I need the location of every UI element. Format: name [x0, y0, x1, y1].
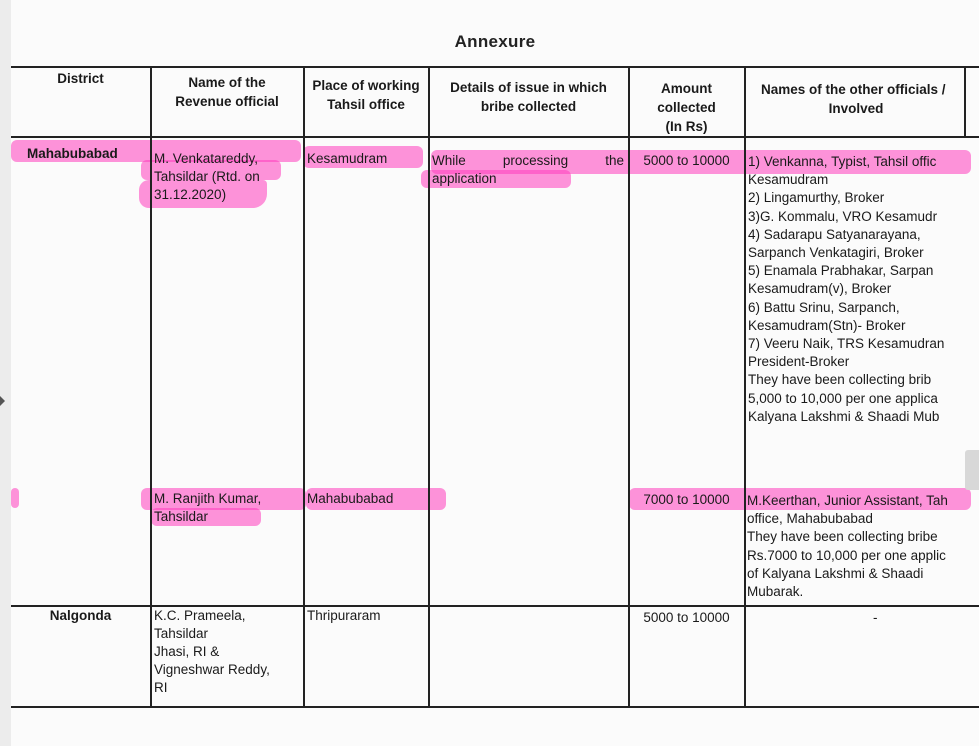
- header-place-line1: Place of working: [312, 78, 420, 93]
- highlight-mark: [11, 488, 19, 508]
- official-line: 7) Veeru Naik, TRS Kesamudran: [748, 336, 945, 352]
- official-line: 1) Venkanna, Typist, Tahsil offic: [748, 154, 937, 169]
- official-line: Sarpanch Venkatagiri, Broker: [748, 245, 924, 261]
- official-line: 3)G. Kommalu, VRO Kesamudr: [748, 208, 938, 224]
- row1-other-officials: [748, 153, 944, 426]
- row3-place: Thripuraram: [307, 608, 381, 623]
- header-district: District: [57, 71, 104, 86]
- official-line: 6) Battu Srinu, Sarpanch,: [748, 299, 900, 315]
- official-line: They have been collecting bribe: [747, 529, 938, 545]
- row3-name-line2: Tahsildar: [154, 626, 209, 641]
- table-header-divider: [11, 136, 979, 138]
- row1-place: Kesamudram: [307, 151, 388, 166]
- official-line: 5,000 to 10,000 per one applica: [748, 390, 938, 406]
- table-column-divider: [150, 66, 152, 707]
- official-line: 2) Lingamurthy, Broker: [748, 190, 885, 206]
- header-amount-line1: Amount: [661, 81, 712, 96]
- official-line: Kalyana Lakshmi & Shaadi Mub: [748, 408, 940, 424]
- table-border-top: [11, 66, 979, 68]
- table-column-divider: [744, 66, 746, 707]
- row1-name-line2: Tahsildar (Rtd. on: [154, 169, 260, 184]
- row1-details-word: the: [605, 153, 624, 168]
- header-others-line1: Names of the other officials /: [761, 82, 946, 97]
- official-line: President-Broker: [748, 354, 850, 370]
- row1-details-word: processing: [502, 153, 569, 168]
- scroll-handle[interactable]: [965, 450, 979, 490]
- table-border-bottom: [11, 706, 979, 708]
- official-line: M.Keerthan, Junior Assistant, Tah: [747, 493, 948, 508]
- row2-name-line2: Tahsildar: [154, 509, 209, 524]
- row3-name-line3: Jhasi, RI &: [154, 644, 220, 659]
- row3-amount: 5000 to 10000: [643, 610, 730, 625]
- row1-amount: 5000 to 10000: [643, 153, 730, 168]
- row1-details-line1: [432, 152, 624, 170]
- official-line: Kesamudram(Stn)- Broker: [748, 317, 906, 333]
- header-others-line2: Involved: [828, 101, 884, 116]
- official-line: They have been collecting brib: [748, 372, 932, 388]
- row1-name-line3: 31.12.2020): [154, 187, 227, 202]
- table-column-divider: [303, 66, 305, 707]
- row3-name-line5: RI: [154, 680, 168, 695]
- header-details-line1: Details of issue in which: [450, 80, 607, 95]
- table-column-divider: [428, 66, 430, 707]
- official-line: 5) Enamala Prabhakar, Sarpan: [748, 263, 934, 279]
- document-page: [11, 0, 979, 746]
- official-line: office, Mahabubabad: [747, 511, 873, 527]
- row2-other-officials: [747, 492, 948, 601]
- page-title: Annexure: [454, 32, 536, 51]
- row1-district: Mahabubabad: [27, 146, 118, 161]
- official-line: of Kalyana Lakshmi & Shaadi: [747, 565, 924, 581]
- row1-details-word: While: [432, 153, 466, 168]
- row1-details-line2: application: [432, 171, 497, 186]
- header-amount-line2: collected: [657, 100, 716, 115]
- row2-name-line1: M. Ranjith Kumar,: [154, 491, 262, 506]
- header-details-line2: bribe collected: [480, 99, 577, 114]
- row2-amount: 7000 to 10000: [643, 492, 730, 507]
- left-nav-arrow-icon[interactable]: [0, 396, 5, 406]
- header-name-line1: Name of the: [188, 75, 266, 90]
- official-line: Mubarak.: [747, 584, 804, 600]
- official-line: Kesamudram(v), Broker: [748, 281, 892, 297]
- row2-place: Mahabubabad: [307, 491, 394, 506]
- official-line: 4) Sadarapu Satyanarayana,: [748, 226, 921, 242]
- header-amount-line3: (In Rs): [665, 119, 708, 134]
- official-line: Kesamudram: [748, 172, 829, 188]
- header-place-line2: Tahsil office: [327, 97, 405, 112]
- row3-name-line1: K.C. Prameela,: [154, 608, 246, 623]
- row1-name-line1: M. Venkatareddy,: [154, 151, 259, 166]
- row3-name-line4: Vigneshwar Reddy,: [154, 662, 270, 677]
- row3-district: Nalgonda: [49, 608, 112, 623]
- row3-other-officials: -: [873, 610, 878, 625]
- header-name-line2: Revenue official: [175, 94, 279, 109]
- official-line: Rs.7000 to 10,000 per one applic: [747, 547, 946, 563]
